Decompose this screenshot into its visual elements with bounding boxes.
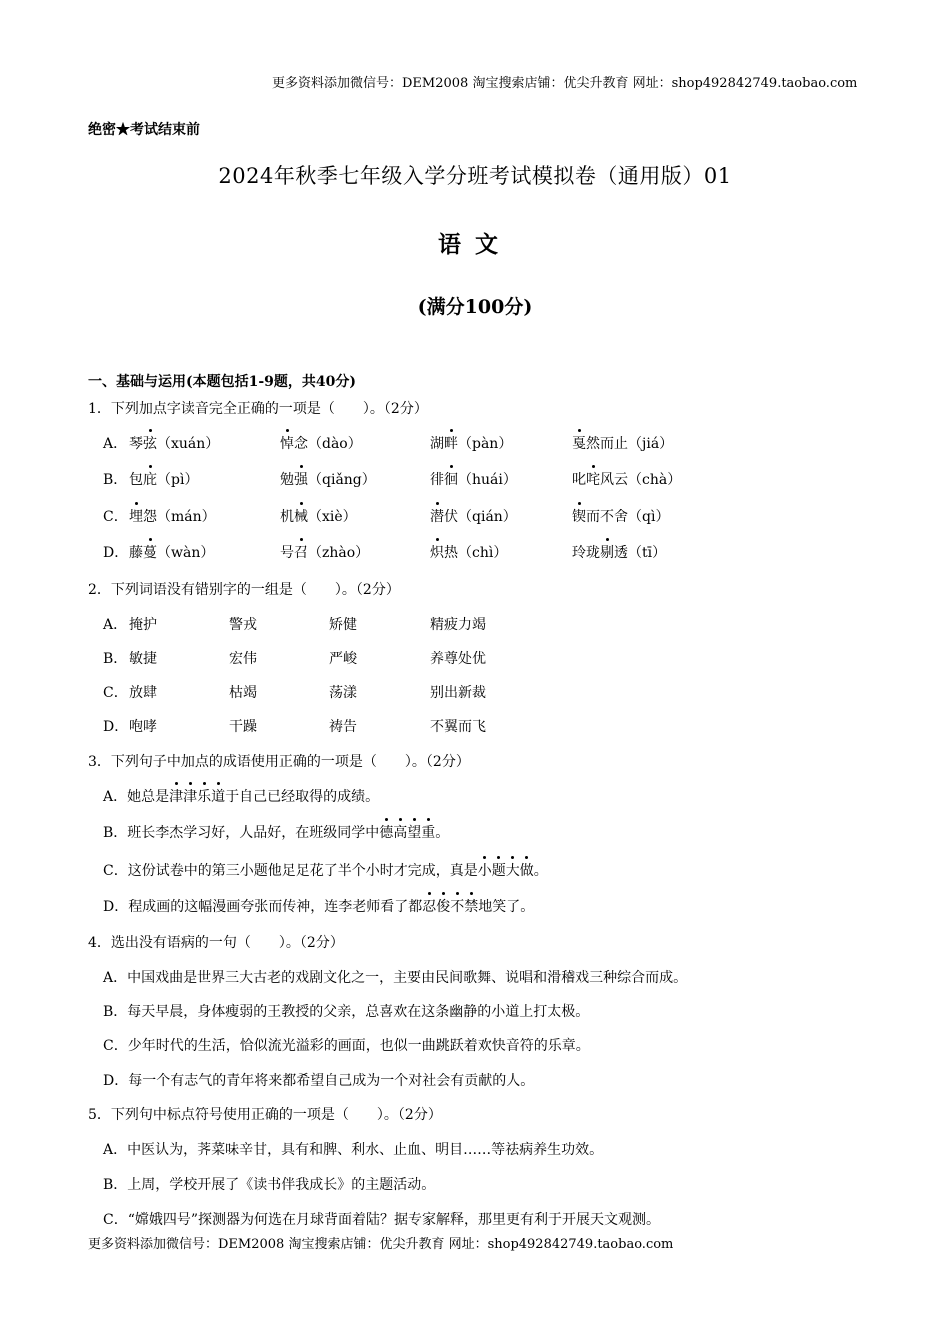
- full-score: (满分100分): [417, 296, 533, 318]
- option-label: A．: [103, 1142, 128, 1158]
- option-text: “嫦娥四号”探测器为何选在月球背面着陆？据专家解释，那里更有利于开展天文观测。: [127, 1212, 661, 1228]
- option-label: A．: [103, 789, 128, 805]
- option-label: C．: [103, 863, 128, 879]
- option-label: D．: [103, 545, 129, 561]
- dotted-char: 望: [407, 822, 421, 842]
- sentence-suffix: 。: [435, 825, 450, 841]
- word-item: 警戎: [229, 617, 257, 633]
- pinyin-item: [280, 506, 357, 526]
- pinyin-item: [129, 469, 198, 489]
- item-suffix: 念（dào）: [294, 436, 362, 452]
- q5-option: [103, 1174, 435, 1194]
- pinyin-item: [280, 433, 362, 453]
- word-item: 敏捷: [129, 651, 157, 667]
- word-item: 荡漾: [329, 685, 357, 701]
- option-label: A．: [103, 436, 128, 452]
- option-label: C．: [103, 1212, 128, 1228]
- question-5-stem: 5．下列句中标点符号使用正确的一项是（ ）。（2分）: [88, 1107, 442, 1123]
- q3-option: [103, 822, 449, 842]
- pinyin-item: [572, 542, 666, 562]
- pinyin-item: [280, 542, 369, 562]
- item-suffix: （zhào）: [308, 545, 370, 561]
- sentence-prefix: 这份试卷中的第三小题他足足花了半个小时才完成，真是: [127, 863, 478, 879]
- confidential-mark: 绝密★考试结束前: [88, 122, 200, 138]
- dotted-char: 不: [450, 896, 464, 916]
- pinyin-item: [430, 506, 517, 526]
- dotted-char: 俊: [436, 896, 450, 916]
- option-label: C．: [103, 685, 128, 701]
- q5-option: [103, 1139, 603, 1159]
- word-item: 养尊处优: [430, 651, 486, 667]
- option-label: D．: [103, 899, 129, 915]
- sentence-suffix: 地笑了。: [478, 899, 535, 915]
- pinyin-item: [572, 433, 673, 453]
- dotted-idiom: [169, 789, 225, 805]
- item-prefix: 叱: [572, 472, 586, 488]
- option-text: 中医认为，荠菜味辛甘，具有和脾、利水、止血、明目……等祛病养生功效。: [127, 1142, 604, 1158]
- item-suffix: 热（chì）: [444, 545, 508, 561]
- dotted-char: 大: [506, 860, 520, 880]
- dotted-char: 咤: [586, 469, 600, 489]
- option-label: A．: [103, 617, 128, 633]
- q4-option: [103, 967, 687, 987]
- dotted-char: 德: [379, 822, 393, 842]
- pinyin-item: [572, 469, 681, 489]
- word-item: 严峻: [329, 651, 357, 667]
- exam-title: 2024年秋季七年级入学分班考试模拟卷（通用版）01: [218, 164, 732, 188]
- dotted-char: 埋: [129, 506, 143, 526]
- dotted-char: 剔: [600, 542, 614, 562]
- dotted-char: 召: [294, 542, 308, 562]
- option-label: B．: [103, 651, 128, 667]
- q3-option: [103, 896, 534, 916]
- word-item: 不翼而飞: [430, 719, 486, 735]
- watermark-header: 更多资料添加微信号：DEM2008 淘宝搜索店铺：优尖升教育 网址：shop492842749.taobao.com: [272, 76, 858, 91]
- dotted-idiom: [379, 825, 435, 841]
- dotted-char: 题: [492, 860, 506, 880]
- q3-option: [103, 860, 548, 880]
- q5-option: [103, 1209, 660, 1229]
- item-prefix: 藤: [129, 545, 143, 561]
- item-suffix: （qiǎng）: [308, 472, 376, 488]
- word-item: 矫健: [329, 617, 357, 633]
- dotted-idiom: [478, 863, 534, 879]
- item-suffix: 怨（mán）: [143, 509, 216, 525]
- word-item: 宏伟: [229, 651, 257, 667]
- word-item: 枯竭: [229, 685, 257, 701]
- option-label: A．: [103, 970, 128, 986]
- item-suffix: 透（tī）: [614, 545, 667, 561]
- item-suffix: （xuán）: [157, 436, 220, 452]
- item-prefix: 玲珑: [572, 545, 600, 561]
- section-heading-1: 一、基础与运用(本题包括1-9题，共40分): [88, 374, 357, 390]
- q4-option: [103, 1001, 589, 1021]
- pinyin-item: [129, 506, 216, 526]
- word-item: 别出新裁: [430, 685, 486, 701]
- pinyin-item: [129, 433, 219, 453]
- dotted-char: 禁: [464, 896, 478, 916]
- watermark-footer: 更多资料添加微信号：DEM2008 淘宝搜索店铺：优尖升教育 网址：shop492842749.taobao.com: [88, 1237, 674, 1252]
- dotted-char: 津: [183, 786, 197, 806]
- dotted-char: 悼: [280, 433, 294, 453]
- item-prefix: 湖: [430, 436, 444, 452]
- pinyin-item: [430, 542, 507, 562]
- pinyin-item: [572, 506, 669, 526]
- dotted-char: 做: [520, 860, 534, 880]
- dotted-char: 忍: [422, 896, 436, 916]
- question-4-stem: 4．选出没有语病的一句（ ）。（2分）: [88, 935, 344, 951]
- item-prefix: 号: [280, 545, 294, 561]
- option-text: 每天早晨，身体瘦弱的王教授的父亲，总喜欢在这条幽静的小道上打太极。: [127, 1004, 590, 1020]
- dotted-char: 戛: [572, 433, 586, 453]
- option-label: B．: [103, 1004, 128, 1020]
- dotted-char: 锲: [572, 506, 586, 526]
- item-suffix: （wàn）: [157, 545, 215, 561]
- dotted-idiom: [422, 899, 478, 915]
- item-suffix: 风云（chà）: [600, 472, 682, 488]
- item-prefix: 机: [280, 509, 294, 525]
- item-suffix: （pàn）: [458, 436, 513, 452]
- option-label: D．: [103, 1073, 129, 1089]
- dotted-char: 乐: [197, 786, 211, 806]
- dotted-char: 庇: [143, 469, 157, 489]
- question-3-stem: 3．下列句子中加点的成语使用正确的一项是（ ）。（2分）: [88, 754, 470, 770]
- word-item: 祷告: [329, 719, 357, 735]
- q3-option: [103, 786, 379, 806]
- dotted-char: 小: [478, 860, 492, 880]
- item-suffix: （xiè）: [308, 509, 357, 525]
- sentence-suffix: 于自己已经取得的成绩。: [225, 789, 380, 805]
- dotted-char: 弦: [143, 433, 157, 453]
- option-label: C．: [103, 509, 128, 525]
- pinyin-item: [129, 542, 214, 562]
- subject-title: 语文: [438, 231, 512, 258]
- option-label: D．: [103, 719, 129, 735]
- word-item: 掩护: [129, 617, 157, 633]
- dotted-char: 蔓: [143, 542, 157, 562]
- word-item: 干躁: [229, 719, 257, 735]
- dotted-char: 强: [294, 469, 308, 489]
- word-item: 放肆: [129, 685, 157, 701]
- dotted-char: 械: [294, 506, 308, 526]
- question-2-stem: 2．下列词语没有错别字的一组是（ ）。（2分）: [88, 582, 400, 598]
- item-suffix: （pì）: [157, 472, 199, 488]
- pinyin-item: [280, 469, 376, 489]
- option-text: 上周，学校开展了《读书伴我成长》的主题活动。: [127, 1177, 436, 1193]
- dotted-char: 徊: [444, 469, 458, 489]
- item-prefix: 勉: [280, 472, 294, 488]
- item-suffix: （huái）: [458, 472, 517, 488]
- option-text: 中国戏曲是世界三大古老的戏剧文化之一，主要由民间歌舞、说唱和滑稽戏三种综合而成。: [127, 970, 688, 986]
- question-1-stem: 1．下列加点字读音完全正确的一项是（ ）。（2分）: [88, 401, 428, 417]
- sentence-prefix: 程成画的这幅漫画夸张而传神，连李老师看了都: [128, 899, 423, 915]
- pinyin-item: [430, 469, 517, 489]
- option-label: C．: [103, 1038, 128, 1054]
- item-suffix: 然而止（jiá）: [586, 436, 674, 452]
- dotted-char: 畔: [444, 433, 458, 453]
- sentence-prefix: 她总是: [127, 789, 170, 805]
- item-suffix: 伏（qián）: [444, 509, 517, 525]
- option-label: B．: [103, 1177, 128, 1193]
- option-text: 少年时代的生活，恰似流光溢彩的画面，也似一曲跳跃着欢快音符的乐章。: [127, 1038, 590, 1054]
- dotted-char: 炽: [430, 542, 444, 562]
- pinyin-item: [430, 433, 512, 453]
- option-text: 每一个有志气的青年将来都希望自己成为一个对社会有贡献的人。: [128, 1073, 535, 1089]
- option-label: B．: [103, 472, 128, 488]
- sentence-prefix: 班长李杰学习好，人品好，在班级同学中: [127, 825, 380, 841]
- item-prefix: 琴: [129, 436, 143, 452]
- word-item: 精疲力竭: [430, 617, 486, 633]
- sentence-suffix: 。: [533, 863, 548, 879]
- dotted-char: 潜: [430, 506, 444, 526]
- item-prefix: 徘: [430, 472, 444, 488]
- dotted-char: 重: [421, 822, 435, 842]
- q4-option: [103, 1070, 534, 1090]
- item-prefix: 包: [129, 472, 143, 488]
- word-item: 咆哮: [129, 719, 157, 735]
- q4-option: [103, 1035, 590, 1055]
- item-suffix: 而不舍（qì）: [586, 509, 670, 525]
- dotted-char: 道: [211, 786, 225, 806]
- dotted-char: 高: [393, 822, 407, 842]
- option-label: B．: [103, 825, 128, 841]
- dotted-char: 津: [169, 786, 183, 806]
